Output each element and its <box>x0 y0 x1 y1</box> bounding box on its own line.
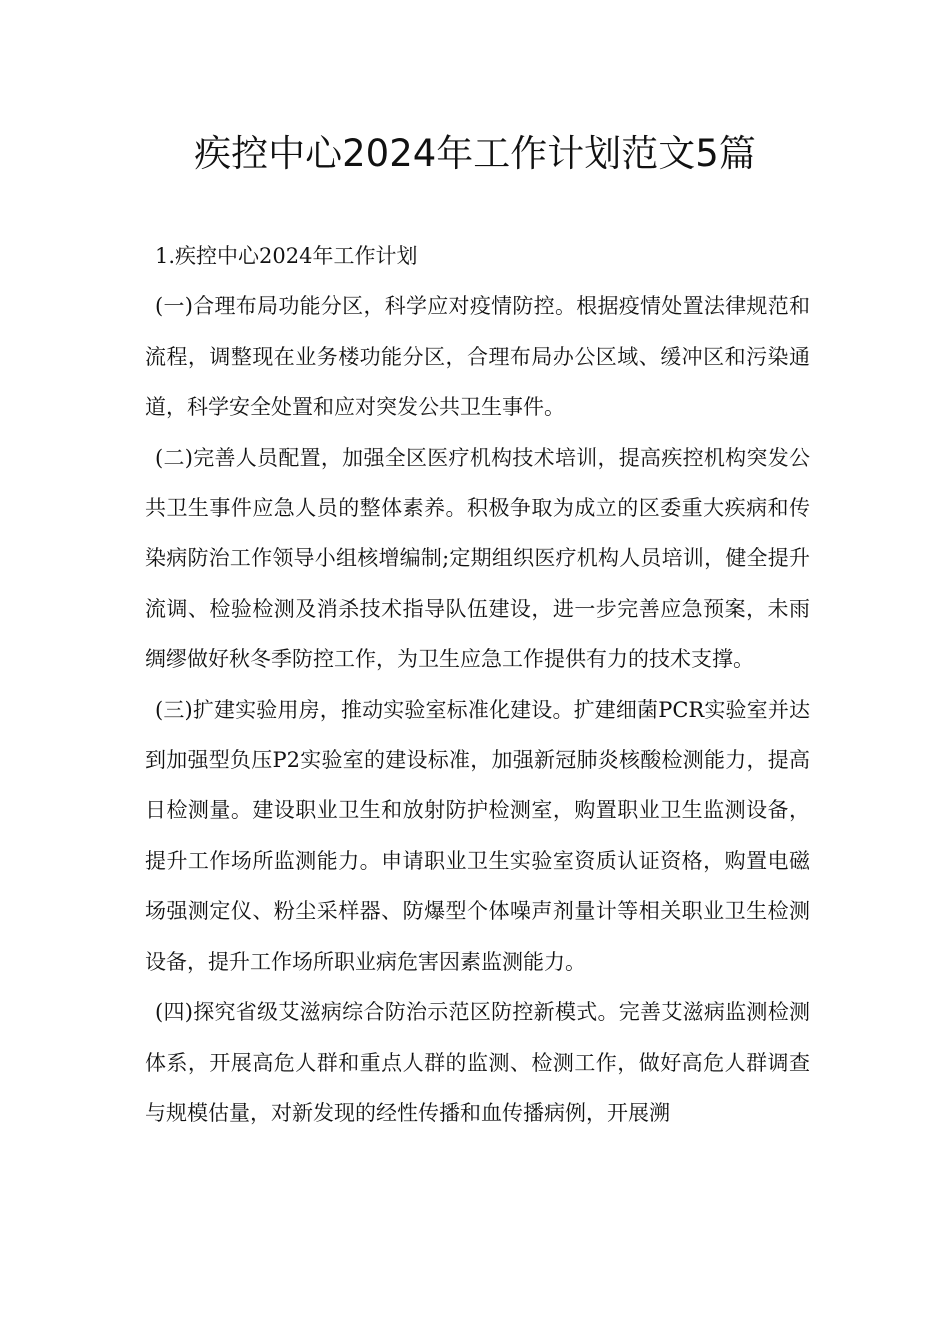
paragraph-2: (二)完善人员配置，加强全区医疗机构技术培训，提高疾控机构突发公共卫生事件应急人员的整体素养。积极争取为成立的区委重大疾病和传染病防治工作领导小组核增编制;定期组织医疗机构人员培训，健全提升流调、检验检测及消杀技术指导队伍建设，进一步完善应急预案，未雨绸缪做好秋冬季防控工作，为卫生应急工作提供有力的技术支撑。 <box>145 445 810 672</box>
paragraph-4: (四)探究省级艾滋病综合防治示范区防控新模式。完善艾滋病监测检测体系，开展高危人群和重点人群的监测、检测工作，做好高危人群调查与规模估量，对新发现的经性传播和血传播病例，开展溯 <box>145 1000 810 1125</box>
document-body <box>145 231 810 1138</box>
paragraph-3: (三)扩建实验用房，推动实验室标准化建设。扩建细菌PCR实验室并达到加强型负压P2实验室的建设标准，加强新冠肺炎核酸检测能力，提高日检测量。建设职业卫生和放射防护检测室，购置职业卫生监测设备，提升工作场所监测能力。申请职业卫生实验室资质认证资格，购置电磁场强测定仪、粉尘采样器、防爆型个体噪声剂量计等相关职业卫生检测设备，提升工作场所职业病危害因素监测能力。 <box>145 697 810 974</box>
paragraph-1: (一)合理布局功能分区，科学应对疫情防控。根据疫情处置法律规范和流程，调整现在业务楼功能分区，合理布局办公区域、缓冲区和污染通道，科学安全处置和应对突发公共卫生事件。 <box>145 294 810 420</box>
document-title: 疾控中心2024年工作计划范文5篇 <box>194 132 756 175</box>
section-heading: 1.疾控中心2024年工作计划 <box>155 244 418 268</box>
